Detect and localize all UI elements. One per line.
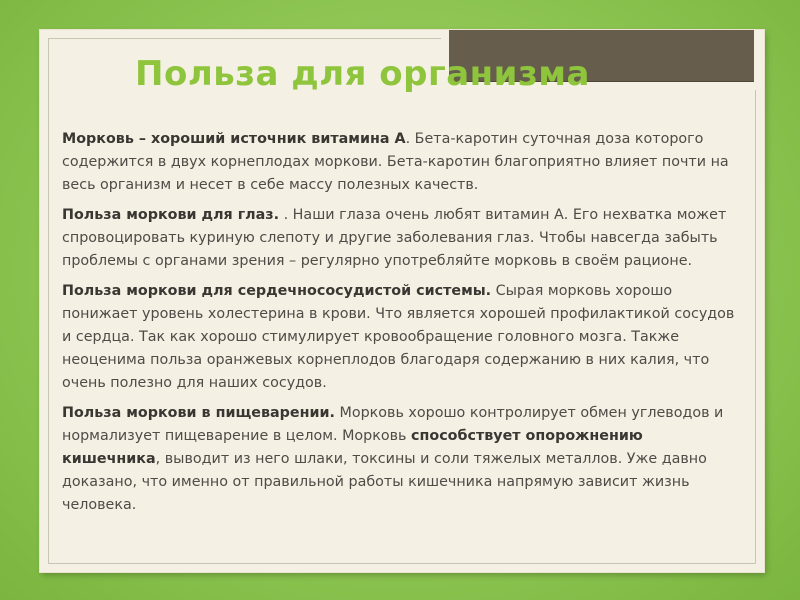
paragraph-lead: Морковь – хороший источник витамина А <box>62 131 406 147</box>
paragraph-eyes <box>62 204 742 273</box>
paragraph-cardio <box>62 280 742 395</box>
paragraph-digestion <box>62 402 742 517</box>
paragraph-lead: Польза моркови для сердечнососудистой системы. <box>62 283 492 299</box>
paragraph-text: . Наши глаза очень любят витамин А. Его нехватка может спровоцировать куриную слепоту и другие заболевания глаз. Чтобы навсегда забыть проблемы с органами зрения – регулярно употребляйте морковь в своём рационе. <box>62 207 727 269</box>
paragraph-lead: Польза моркови для глаз. <box>62 207 280 223</box>
paragraph-vitamin-a <box>62 128 742 197</box>
paragraph-text: Морковь хорошо контролирует обмен углеводов и нормализует пищеварение в целом. Морковь <box>62 405 724 444</box>
paragraph-text-end: , выводит из него шлаки, токсины и соли тяжелых металлов. Уже давно доказано, что именно от правильной работы кишечника напрямую зависит жизнь человека. <box>62 451 707 513</box>
paragraph-text: Сырая морковь хорошо понижает уровень холестерина в крови. Что является хорошей профилактикой сосудов и сердца. Так как хорошо стимулирует кровообращение головного мозга. Также неоценима польза оранжевых корнеплодов благодаря содержанию в них калия, что очень полезно для наших сосудов. <box>62 283 735 391</box>
slide-title: Польза для организма <box>135 54 590 94</box>
paragraph-bold-phrase: способствует опорожнению кишечника <box>62 428 643 467</box>
paragraph-text: . Бета-каротин суточная доза которого содержится в двух корнеплодах моркови. Бета-каротин благоприятно влияет почти на весь организм и несет в себе массу полезных качеств. <box>62 131 729 193</box>
slide-body <box>62 128 742 524</box>
paragraph-lead: Польза моркови в пищеварении. <box>62 405 335 421</box>
